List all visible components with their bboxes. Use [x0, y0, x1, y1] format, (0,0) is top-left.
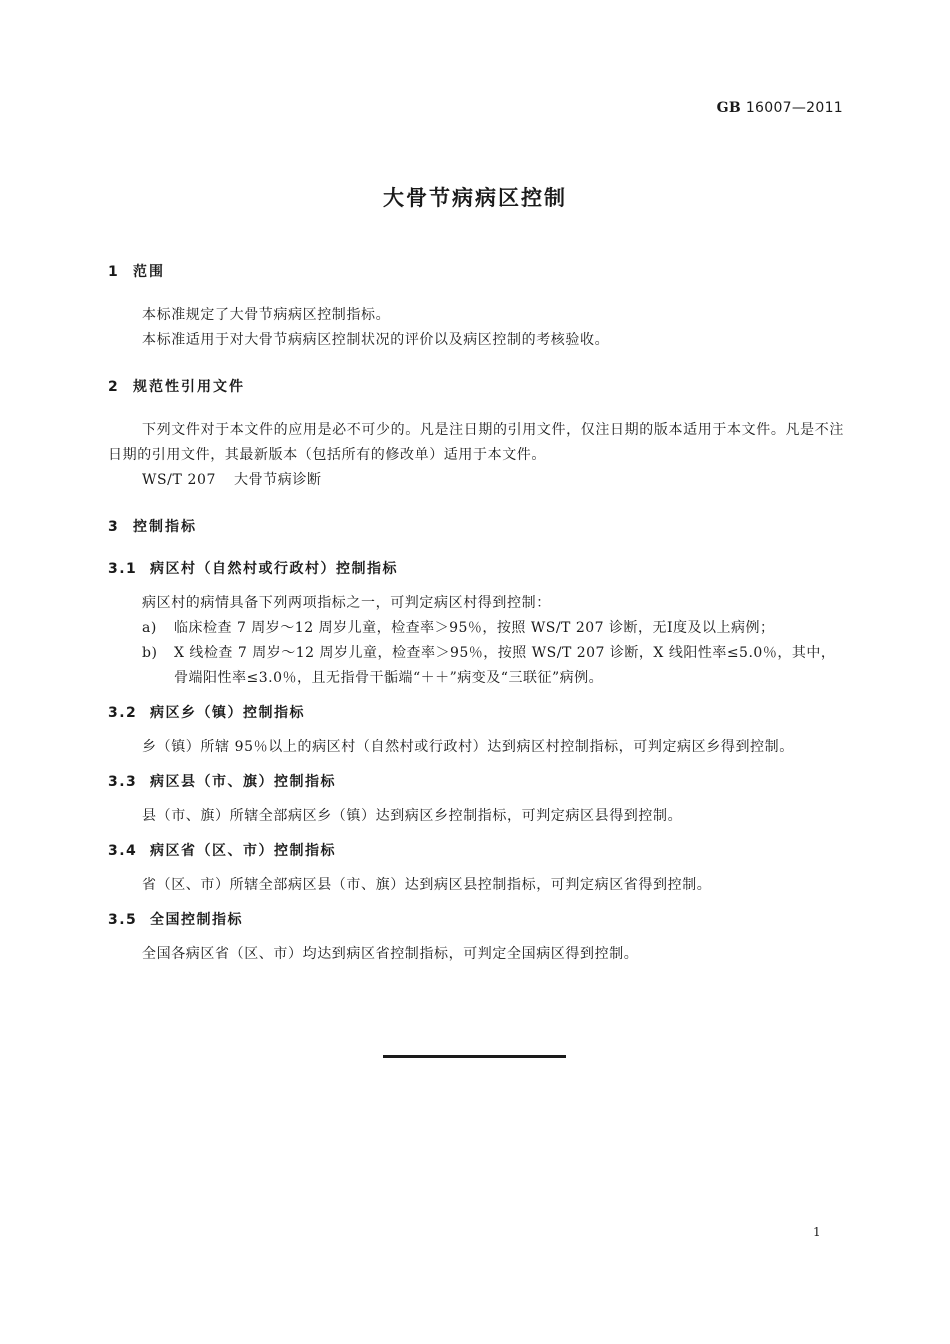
subsection-number: 3.5 — [108, 912, 138, 928]
reference-name: 大骨节病诊断 — [234, 472, 322, 488]
subsection-number: 3.2 — [108, 705, 138, 721]
standard-code — [717, 100, 843, 116]
section-heading — [108, 258, 844, 286]
subsection-heading — [108, 555, 844, 583]
subsection-title: 病区村（自然村或行政村）控制指标 — [150, 561, 398, 577]
subsection-title: 病区省（区、市）控制指标 — [150, 843, 336, 859]
section-number: 2 — [108, 379, 120, 395]
list-item-text: 临床检查 7 周岁～12 周岁儿童，检查率＞95％，按照 WS/T 207 诊断，无Ⅰ度及以上病例； — [174, 620, 775, 636]
paragraph: 下列文件对于本文件的应用是必不可少的。凡是注日期的引用文件，仅注日期的版本适用于本文件。凡是不注日期的引用文件，其最新版本（包括所有的修改单）适用于本文件。 — [108, 422, 844, 463]
standard-prefix: GB — [716, 100, 742, 116]
section-number: 1 — [108, 264, 120, 280]
subsection-heading — [108, 768, 844, 796]
list-item-text: X 线检查 7 周岁～12 周岁儿童，检查率＞95％，按照 WS/T 207 诊断，X 线阳性率≤5.0％，其中，骨端阳性率≤3.0％，且无指骨干骺端“＋＋”病变及“三联征”病例。 — [174, 645, 836, 686]
paragraph: 病区村的病情具备下列两项指标之一，可判定病区村得到控制： — [142, 595, 551, 611]
section-title: 规范性引用文件 — [133, 379, 245, 395]
section-heading — [108, 513, 844, 541]
subsection-title: 全国控制指标 — [150, 912, 243, 928]
paragraph: 县（市、旗）所辖全部病区乡（镇）达到病区乡控制指标，可判定病区县得到控制。 — [142, 808, 683, 824]
subsection-title: 病区县（市、旗）控制指标 — [150, 774, 336, 790]
subsection-heading — [108, 906, 844, 934]
document-title: 大骨节病病区控制 — [383, 186, 567, 210]
standard-number: 16007—2011 — [745, 100, 843, 116]
page-number: 1 — [813, 1225, 821, 1239]
reference-code: WS/T 207 — [142, 472, 217, 488]
section-title: 范围 — [133, 264, 165, 280]
section-heading — [108, 373, 844, 401]
list-item — [108, 616, 844, 641]
subsection-number: 3.4 — [108, 843, 138, 859]
paragraph: 省（区、市）所辖全部病区县（市、旗）达到病区县控制指标，可判定病区省得到控制。 — [142, 877, 712, 893]
paragraph: 本标准适用于对大骨节病病区控制状况的评价以及病区控制的考核验收。 — [142, 332, 610, 348]
paragraph: 本标准规定了大骨节病病区控制指标。 — [142, 307, 391, 323]
normative-reference — [108, 468, 844, 493]
document-body — [108, 258, 844, 967]
list-item — [108, 641, 844, 691]
subsection-number: 3.3 — [108, 774, 138, 790]
subsection-heading — [108, 699, 844, 727]
list-marker: a) — [142, 620, 157, 636]
subsection-title: 病区乡（镇）控制指标 — [150, 705, 305, 721]
list-marker: b) — [142, 645, 158, 661]
section-number: 3 — [108, 519, 120, 535]
paragraph: 乡（镇）所辖 95％以上的病区村（自然村或行政村）达到病区村控制指标，可判定病区乡得到控制。 — [142, 739, 794, 755]
section-title: 控制指标 — [133, 519, 197, 535]
subsection-heading — [108, 837, 844, 865]
end-of-standard-rule — [383, 1055, 566, 1058]
subsection-number: 3.1 — [108, 561, 138, 577]
paragraph: 全国各病区省（区、市）均达到病区省控制指标，可判定全国病区得到控制。 — [142, 946, 639, 962]
